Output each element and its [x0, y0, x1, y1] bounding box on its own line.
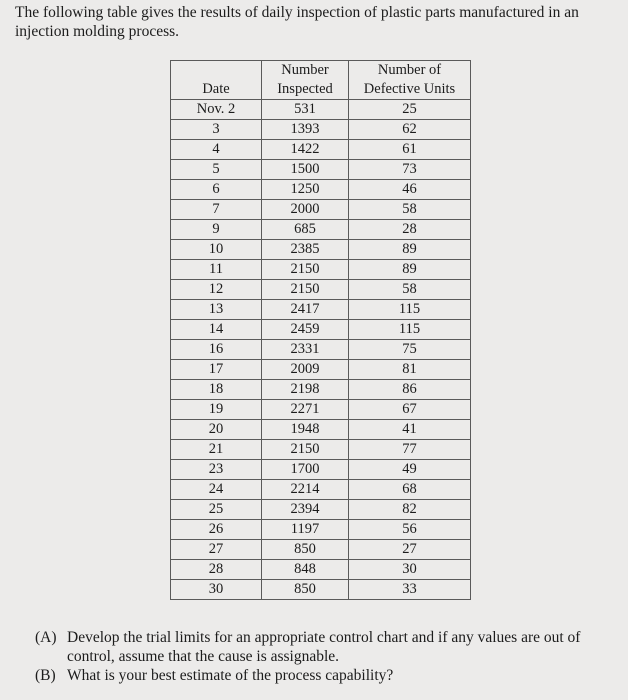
- date-cell: 12: [171, 280, 262, 300]
- date-cell: 5: [171, 160, 262, 180]
- table-row: [171, 120, 471, 140]
- question-label: (B): [35, 667, 56, 684]
- inspected-cell: 850: [262, 540, 349, 560]
- date-cell: 20: [171, 420, 262, 440]
- question-text: What is your best estimate of the process capability?: [67, 667, 394, 684]
- date-cell: 26: [171, 520, 262, 540]
- table-row: [171, 540, 471, 560]
- date-cell: 23: [171, 460, 262, 480]
- table-row: [171, 580, 471, 600]
- table-row: [171, 440, 471, 460]
- date-cell: 6: [171, 180, 262, 200]
- date-cell: 30: [171, 580, 262, 600]
- date-cell: 24: [171, 480, 262, 500]
- table-row: [171, 100, 471, 120]
- table-row: [171, 400, 471, 420]
- defective-cell: 28: [349, 220, 471, 240]
- table-row: [171, 300, 471, 320]
- table-row: [171, 380, 471, 400]
- defective-cell: 27: [349, 540, 471, 560]
- date-cell: 25: [171, 500, 262, 520]
- table-row: [171, 480, 471, 500]
- inspected-cell: 2150: [262, 260, 349, 280]
- inspected-cell: 2459: [262, 320, 349, 340]
- defective-cell: 81: [349, 360, 471, 380]
- table-row: [171, 240, 471, 260]
- defective-header: Number of Defective Units: [349, 61, 471, 100]
- table-row: [171, 320, 471, 340]
- table-row: [171, 520, 471, 540]
- date-header: Date: [171, 61, 262, 100]
- defective-cell: 61: [349, 140, 471, 160]
- inspection-table: [170, 60, 471, 600]
- inspected-cell: 1393: [262, 120, 349, 140]
- inspected-cell: 848: [262, 560, 349, 580]
- defective-cell: 115: [349, 320, 471, 340]
- inspected-cell: 2009: [262, 360, 349, 380]
- table-header-row: [171, 61, 471, 100]
- defective-cell: 41: [349, 420, 471, 440]
- inspected-cell: 2331: [262, 340, 349, 360]
- date-cell: 19: [171, 400, 262, 420]
- question-text: Develop the trial limits for an appropriate control chart and if any values are out of control, assume that the cause is assignable.: [67, 629, 581, 665]
- date-cell: 7: [171, 200, 262, 220]
- defective-cell: 58: [349, 200, 471, 220]
- date-cell: 9: [171, 220, 262, 240]
- inspected-cell: 2198: [262, 380, 349, 400]
- inspected-cell: 1422: [262, 140, 349, 160]
- date-cell: 16: [171, 340, 262, 360]
- defective-cell: 30: [349, 560, 471, 580]
- inspected-cell: 2150: [262, 280, 349, 300]
- defective-cell: 89: [349, 240, 471, 260]
- inspected-cell: 2000: [262, 200, 349, 220]
- defective-cell: 67: [349, 400, 471, 420]
- problem-intro: The following table gives the results of daily inspection of plastic parts manufactured in an injection molding process.: [15, 4, 579, 40]
- inspected-cell: 1500: [262, 160, 349, 180]
- date-cell: 18: [171, 380, 262, 400]
- inspected-cell: 1197: [262, 520, 349, 540]
- date-cell: 28: [171, 560, 262, 580]
- defective-cell: 46: [349, 180, 471, 200]
- date-cell: 3: [171, 120, 262, 140]
- table-body: [171, 100, 471, 600]
- inspected-cell: 1250: [262, 180, 349, 200]
- inspected-cell: 2214: [262, 480, 349, 500]
- inspected-cell: 1700: [262, 460, 349, 480]
- table-row: [171, 200, 471, 220]
- defective-cell: 25: [349, 100, 471, 120]
- defective-cell: 115: [349, 300, 471, 320]
- table-row: [171, 160, 471, 180]
- defective-cell: 73: [349, 160, 471, 180]
- defective-cell: 77: [349, 440, 471, 460]
- date-cell: 13: [171, 300, 262, 320]
- table-row: [171, 560, 471, 580]
- inspected-cell: 850: [262, 580, 349, 600]
- inspected-cell: 2394: [262, 500, 349, 520]
- table-row: [171, 220, 471, 240]
- question-a: [35, 628, 623, 666]
- table-row: [171, 260, 471, 280]
- inspected-header: Number Inspected: [262, 61, 349, 100]
- defective-cell: 62: [349, 120, 471, 140]
- date-cell: 11: [171, 260, 262, 280]
- inspected-cell: 2385: [262, 240, 349, 260]
- defective-cell: 56: [349, 520, 471, 540]
- inspected-cell: 2271: [262, 400, 349, 420]
- defective-cell: 49: [349, 460, 471, 480]
- table-row: [171, 500, 471, 520]
- inspected-cell: 1948: [262, 420, 349, 440]
- question-label: (A): [35, 629, 57, 646]
- date-cell: 4: [171, 140, 262, 160]
- table-row: [171, 180, 471, 200]
- table-row: [171, 420, 471, 440]
- table-row: [171, 460, 471, 480]
- date-cell: 10: [171, 240, 262, 260]
- defective-cell: 86: [349, 380, 471, 400]
- defective-cell: 82: [349, 500, 471, 520]
- table-row: [171, 140, 471, 160]
- table-row: [171, 280, 471, 300]
- defective-cell: 89: [349, 260, 471, 280]
- questions: [35, 628, 623, 685]
- inspected-cell: 2150: [262, 440, 349, 460]
- date-cell: Nov. 2: [171, 100, 262, 120]
- date-cell: 17: [171, 360, 262, 380]
- date-cell: 14: [171, 320, 262, 340]
- question-b: [35, 666, 623, 685]
- inspected-cell: 685: [262, 220, 349, 240]
- defective-cell: 33: [349, 580, 471, 600]
- table-row: [171, 360, 471, 380]
- date-cell: 21: [171, 440, 262, 460]
- inspected-cell: 2417: [262, 300, 349, 320]
- defective-cell: 75: [349, 340, 471, 360]
- table-row: [171, 340, 471, 360]
- defective-cell: 68: [349, 480, 471, 500]
- inspected-cell: 531: [262, 100, 349, 120]
- date-cell: 27: [171, 540, 262, 560]
- defective-cell: 58: [349, 280, 471, 300]
